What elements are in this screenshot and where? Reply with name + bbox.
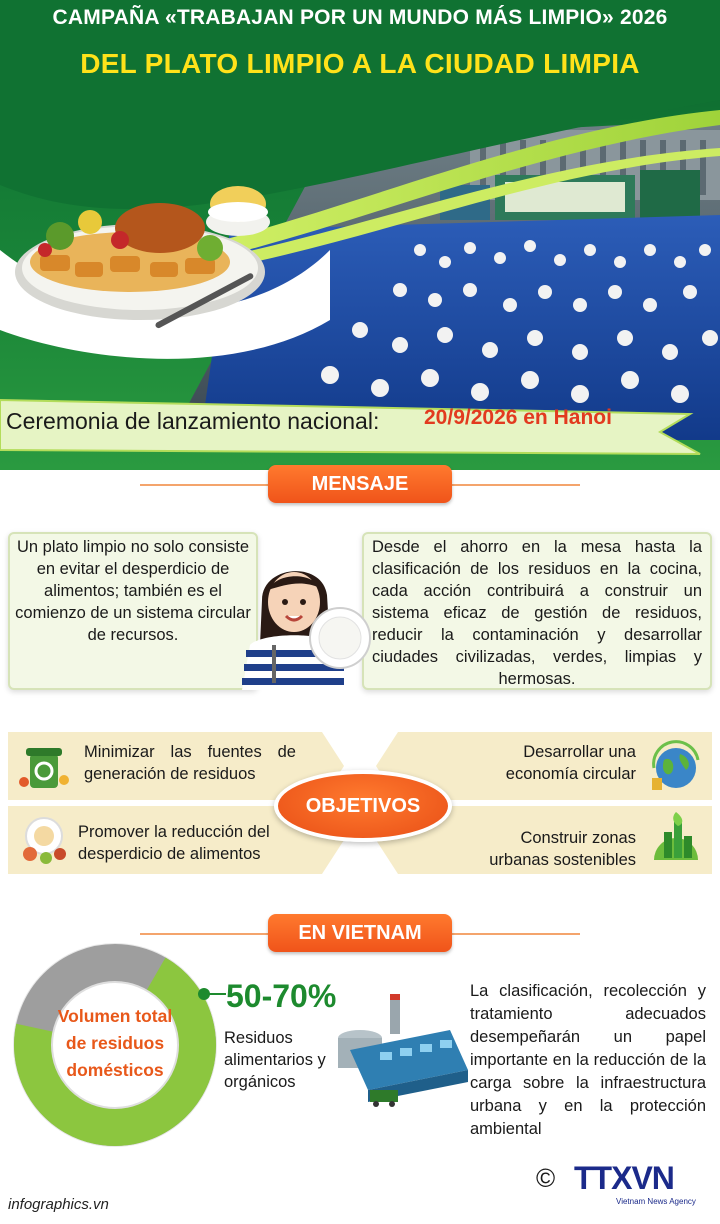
donut-center-label: Volumen total de residuos domésticos xyxy=(57,1006,173,1080)
mensaje-right-text: Desde el ahorro en la mesa hasta la clasificación de los residuos en la cocina, cada acción contribuirá a construir un sistema eficaz de gestión de residuos, reducir la contaminación y desarrollar ciudades civilizadas, verdes, limpias y hermosas. xyxy=(372,538,702,688)
objetivos-heading: OBJETIVOS xyxy=(274,770,452,842)
waste-treatment-plant-icon xyxy=(330,990,470,1110)
objective-1-text: Minimizar las fuentes de generación de residuos xyxy=(84,743,296,783)
green-city-icon xyxy=(648,810,704,866)
food-waste-description: Residuos alimentarios y orgánicos xyxy=(224,1029,326,1091)
recycle-bin-icon xyxy=(16,738,72,794)
slogan-title: DEL PLATO LIMPIO A LA CIUDAD LIMPIA xyxy=(80,48,640,79)
vietnam-description: La clasificación, recolección y tratamiento adecuados desempeñarán un papel importante en la reducción de la carga sobre la infraestructura urbana y en la protección ambiental xyxy=(470,982,706,1138)
objective-3-text: Promover la reducción del desperdicio de alimentos xyxy=(78,823,270,863)
girl-with-clean-plate-icon xyxy=(232,550,372,690)
ceremony-label: Ceremonia de lanzamiento nacional: xyxy=(6,408,380,434)
header-banner xyxy=(0,0,720,470)
food-waste-percent: 50-70% xyxy=(226,978,337,1014)
ttxvn-logo: TTXVN xyxy=(574,1160,674,1196)
percent-connector xyxy=(196,986,226,1002)
vietnam-heading: EN VIETNAM xyxy=(268,914,452,952)
objective-4-text: Construir zonas urbanas sostenibles xyxy=(489,829,636,869)
ceremony-date: 20/9/2026 en Hanoi xyxy=(424,406,612,429)
mensaje-left-text: Un plato limpio no solo consiste en evitar el desperdicio de alimentos; también es el comienzo de un sistema circular de recursos. xyxy=(15,538,251,644)
mensaje-left-box xyxy=(8,532,258,690)
mensaje-heading: MENSAJE xyxy=(268,465,452,503)
mensaje-right-box xyxy=(362,532,712,690)
globe-recycle-icon xyxy=(648,738,704,794)
objective-2-text: Desarrollar una economía circular xyxy=(505,743,636,783)
food-plate-icon xyxy=(16,810,72,866)
ttxvn-logo-subtitle: Vietnam News Agency xyxy=(616,1197,696,1206)
footer-website: infographics.vn xyxy=(8,1196,109,1213)
campaign-title: CAMPAÑA «TRABAJAN POR UN MUNDO MÁS LIMPIO» 2026 xyxy=(52,6,668,29)
copyright-symbol: © xyxy=(536,1163,556,1193)
